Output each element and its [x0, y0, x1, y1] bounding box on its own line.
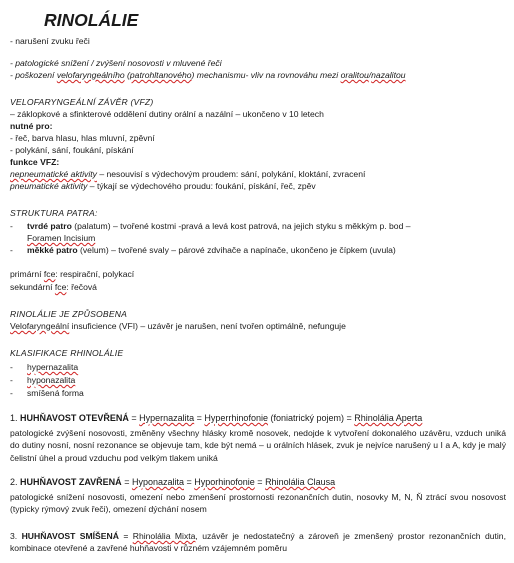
section-heading-vfz: VELOFARYNGEÁLNÍ ZÁVĚR (VFZ) — [10, 97, 154, 107]
equals: = — [183, 477, 195, 487]
intro-text: - poškození — [10, 70, 57, 80]
vfz-needed-label: nutné pro: — [10, 121, 53, 131]
vfz-function-item — [10, 181, 316, 192]
primary-text: : respirační, polykací — [55, 269, 135, 279]
mixed-body: , uzávěr je nedostatečný a zároveň je zmenšený prostor rezonančních dutin, kombinace otevřené a zavřené huhňavosti v různém vzájemném poměru — [10, 531, 506, 554]
term-hypernazalita: Hypernazalita — [139, 413, 195, 423]
open-label: HUHŇAVOST OTEVŘENÁ — [20, 413, 129, 423]
bullet-dash: - — [10, 245, 13, 255]
term-pneumaticke: pneumatické aktivity — [10, 181, 88, 191]
palate-soft-item — [10, 245, 396, 256]
item-number: 2. — [10, 477, 21, 487]
secondary-function — [10, 282, 97, 293]
closed-label: HUHŇAVOST ZAVŘENÁ — [20, 477, 122, 487]
closed-heading — [10, 477, 335, 488]
function-text: – týkají se výdechového proudu: foukání, pískání, řeč, zpěv — [87, 181, 316, 191]
intro-text: ) mechanismu- vliv na rovnováhu mezi — [191, 70, 341, 80]
classification-item — [10, 388, 84, 399]
equals: = — [118, 531, 133, 541]
item-number: 1. — [10, 413, 21, 423]
term-fce: fce — [43, 269, 56, 279]
intro-line-1: - narušení zvuku řeči — [10, 36, 90, 46]
term-nepneumaticke: nepneumatické aktivity — [10, 169, 97, 179]
term-rhinolalia-clausa: Rhinolália Clausa — [265, 477, 336, 487]
closed-body: patologické snížení nosovosti, omezení nebo zmenšení prostornosti rezonančních dutin, nosovky M, N, Ň ztrácí svou nosovost (typicky rýmový zvuk řeči), omezení dýchání nosem — [10, 492, 506, 515]
bullet-dash: - — [10, 362, 13, 372]
classification-label: hypernazalita — [27, 362, 79, 372]
hard-palate-label: tvrdé patro — [27, 221, 72, 231]
intro-text: / — [368, 70, 372, 80]
secondary-text: : řečová — [66, 282, 97, 292]
term-hyporhinofonie: Hyporhinofonie — [194, 477, 255, 487]
term-rhinolalia-aperta: Rhinolália Aperta — [354, 413, 423, 423]
term-velofaryngealni: Velofaryngeální — [10, 321, 70, 331]
page-title: RINOLÁLIE — [44, 10, 139, 30]
vfz-needed-item: - polykání, sání, foukání, pískání — [10, 145, 134, 155]
cause-body: insuficienc — [69, 321, 112, 331]
mixed-paragraph — [10, 530, 506, 555]
intro-text: ( — [124, 70, 130, 80]
mixed-label: HUHŇAVOST SMÍŠENÁ — [21, 531, 119, 541]
section-heading-cause: RINOLÁLIE JE ZPŮSOBENA — [10, 309, 128, 319]
term-fce: fce — [54, 282, 67, 292]
open-heading — [10, 413, 422, 424]
equals: = — [128, 413, 140, 423]
equals: = — [121, 477, 132, 487]
equals: = — [254, 477, 266, 487]
term-hyponazalita: Hyponazalita — [131, 477, 184, 487]
vfz-function-label: funkce VFZ: — [10, 157, 60, 167]
cause-text — [10, 321, 346, 332]
term-oralitou: oralitou — [340, 70, 369, 80]
term-rhinolalia-mixta: Rhinolália Mixta — [132, 531, 196, 541]
bullet-dash: - — [10, 375, 13, 385]
palate-hard-cont — [27, 233, 95, 244]
term-velofaryngealni: velofaryngeálního — [56, 70, 125, 80]
primary-function — [10, 269, 134, 280]
bullet-dash: - — [10, 388, 13, 398]
classification-label: smíšená forma — [27, 388, 84, 398]
open-body: patologické zvýšení nosovosti, změněny všechny hlásky kromě nosovek, nedojde k vytvoření dokonalého uzávěru, vzduch uniká do dutiny nosní, nosní rezonance se objevuje tam, kde být nemá – u orálních hlásek, zvuk je nejvíce narušený u I a A, kdy je malý čelistní úhel a proud vzduchu pod velkým tlakem uniká — [10, 428, 506, 463]
term-patrohltanoveho: patrohltanového — [129, 70, 192, 80]
hard-palate-text: (palatum) – tvořené kostmi -pravá a levá kost patrová, na jejich styku s měkkým p. bod – — [71, 221, 411, 231]
classification-item — [10, 362, 78, 373]
intro-line-3 — [10, 70, 406, 81]
classification-item — [10, 375, 75, 386]
section-heading-classification: KLASIFIKACE RHINOLÁLIE — [10, 348, 124, 358]
soft-palate-label: měkké patro — [27, 245, 78, 255]
vfz-description: – záklopkové a sfinkterové oddělení dutiny orální a nazální – ukončeno v 10 letech — [10, 109, 324, 119]
intro-line-2: - patologické snížení / zvýšení nosovosti v mluvené řeči — [10, 58, 222, 68]
section-heading-palate: STRUKTURA PATRA: — [10, 208, 98, 218]
secondary-label: sekundární — [10, 282, 55, 292]
classification-label: hyponazalita — [27, 375, 76, 385]
vfz-needed-item: - řeč, barva hlasu, hlas mluvní, zpěvní — [10, 133, 155, 143]
equals: = — [194, 413, 205, 423]
cause-body: e (VFI) – uzávěr je narušen, není tvořen optimálně, nefunguje — [111, 321, 346, 331]
soft-palate-text: (velum) – tvořené svaly – párové zdvihače a napínače, ukončeno je čípkem (uvula) — [77, 245, 396, 255]
term-foramen-incisium: Foramen Incisium — [27, 233, 96, 243]
vfz-function-item — [10, 169, 365, 180]
bullet-dash: - — [10, 221, 13, 231]
item-number: 3. — [10, 531, 22, 541]
function-text: – nesouvisí s výdechovým proudem: sání, polykání, kloktání, zvracení — [96, 169, 366, 179]
open-note: (foniatrický pojem) = — [267, 413, 355, 423]
primary-label: primární — [10, 269, 44, 279]
term-nazalitou: nazalitou — [371, 70, 406, 80]
palate-hard-item — [10, 221, 411, 232]
term-hyperrhinofonie: Hyperrhinofonie — [204, 413, 268, 423]
